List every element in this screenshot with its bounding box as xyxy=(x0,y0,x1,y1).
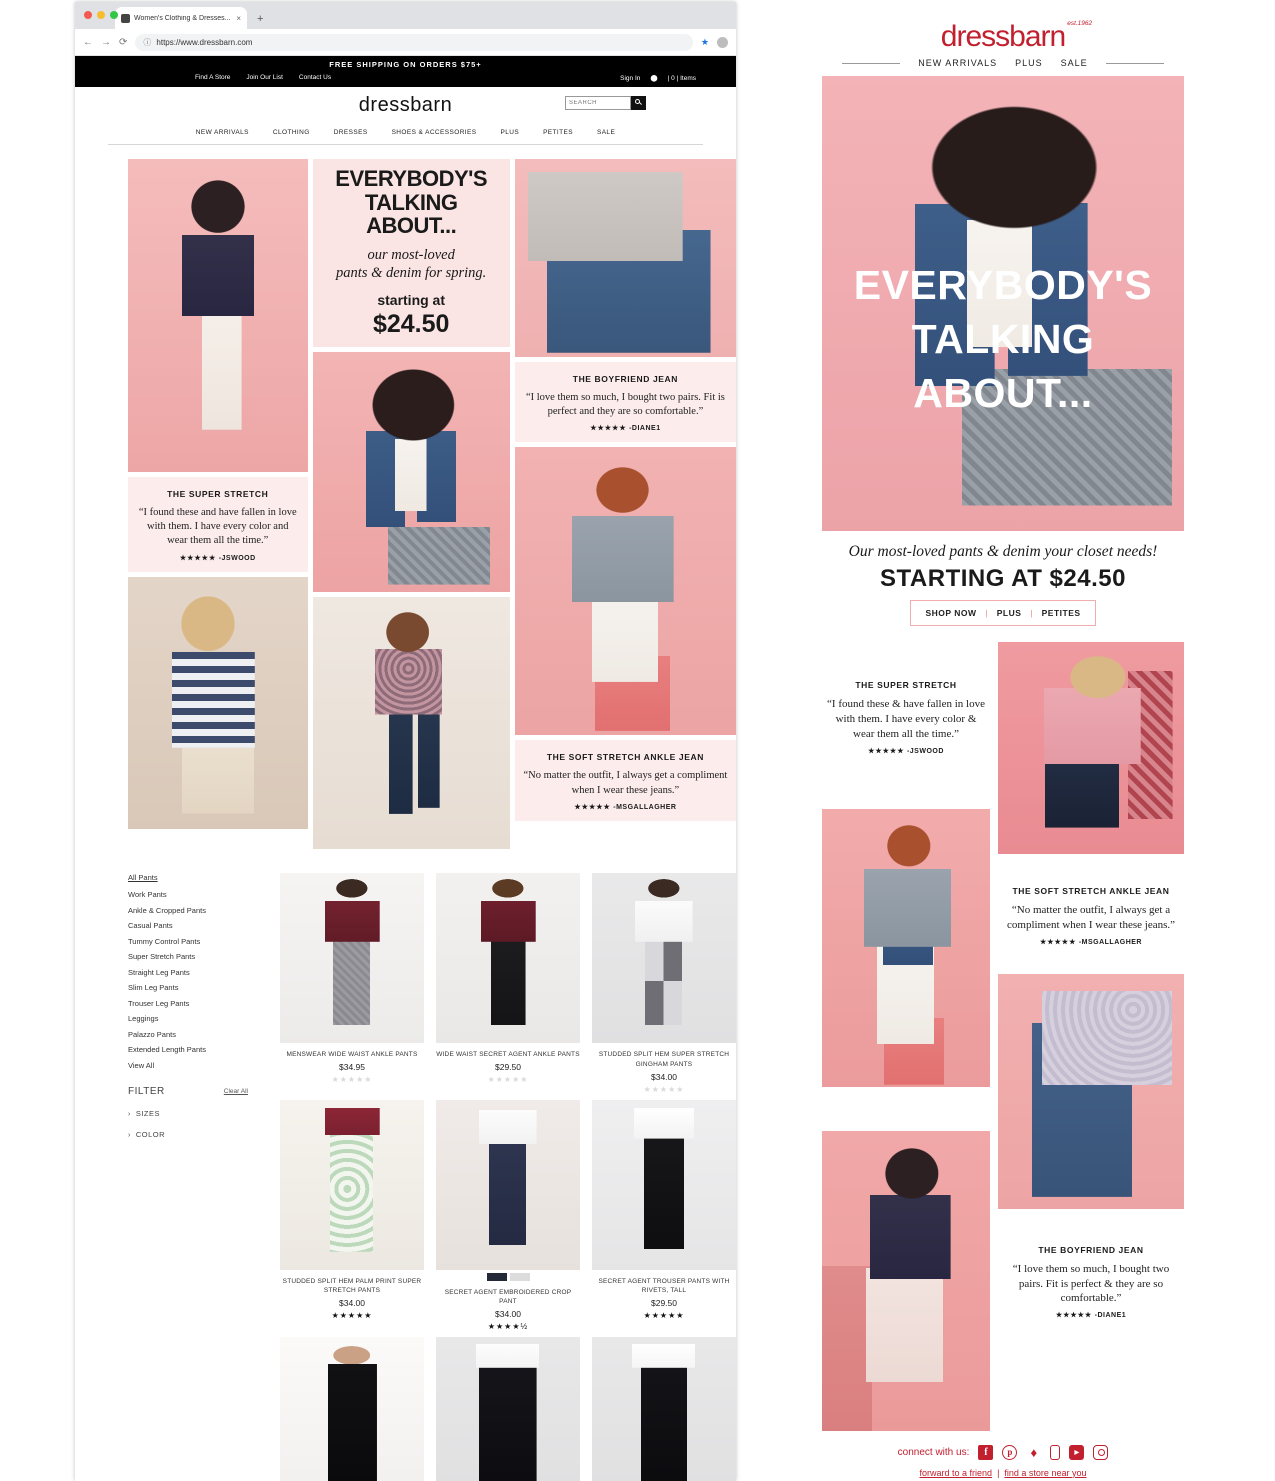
quote-author: -JSWOOD xyxy=(906,747,944,755)
quote-author: -JSWOOD xyxy=(218,554,256,562)
divider xyxy=(842,63,900,64)
quote-title: THE SOFT STRETCH ANKLE JEAN xyxy=(1012,886,1170,896)
quote-soft-stretch xyxy=(515,740,736,820)
product-grid xyxy=(280,873,736,1481)
product-price: $34.00 xyxy=(651,1071,677,1082)
quote-author: -MSGALLAGHER xyxy=(613,803,677,811)
sign-in-link[interactable]: Sign In xyxy=(620,74,641,82)
nav-sale[interactable]: SALE xyxy=(596,129,616,136)
sidebar-item-work-pants[interactable]: Work Pants xyxy=(128,890,167,899)
rating-stars: ★★★★★ xyxy=(590,425,627,433)
new-tab-button[interactable]: + xyxy=(257,13,264,25)
facebook-icon[interactable]: f xyxy=(978,1445,993,1460)
cta-separator: | xyxy=(985,608,988,618)
nav-sale[interactable]: SALE xyxy=(1060,58,1088,68)
quote-text: “No matter the outfit, I always get a compliment when I wear these jeans.” xyxy=(523,770,728,796)
nav-dresses[interactable]: DRESSES xyxy=(333,129,368,136)
email-hero-photo[interactable] xyxy=(822,76,1184,531)
product-price: $29.50 xyxy=(495,1061,521,1072)
hero-tagline-2: pants & denim for spring. xyxy=(336,265,487,282)
quote-boyfriend-jean xyxy=(515,362,736,442)
browser-urlbar xyxy=(75,29,736,56)
hero-headline-block xyxy=(313,159,510,347)
bag-icon[interactable]: ⬤ xyxy=(650,75,658,82)
hero-photo-striped-sweater-model[interactable] xyxy=(128,577,308,829)
product-price: $34.95 xyxy=(339,1061,365,1072)
youtube-icon[interactable]: ▶ xyxy=(1069,1445,1084,1460)
dressbarn-logo[interactable]: dressbarn xyxy=(940,20,1066,53)
hero-line-1: EVERYBODY'S xyxy=(853,262,1153,308)
hero-line-2: TALKING xyxy=(911,316,1095,363)
rating-stars: ★★★★★ xyxy=(643,1311,685,1320)
quote-author: -MSGALLAGHER xyxy=(1078,938,1142,946)
nav-plus[interactable]: PLUS xyxy=(500,129,520,136)
sidebar-item-leggings[interactable]: Leggings xyxy=(128,1014,159,1023)
email-photo-off-shoulder-model[interactable] xyxy=(822,1131,990,1431)
product-image[interactable] xyxy=(436,1337,580,1481)
email-starting-at: STARTING AT $24.50 xyxy=(880,565,1126,592)
quote-title: THE SOFT STRETCH ANKLE JEAN xyxy=(546,752,704,763)
rating-stars: ★★★★★ xyxy=(487,1074,529,1084)
quote-title: THE BOYFRIEND JEAN xyxy=(1038,1244,1144,1255)
tab-title: Women's Clothing & Dresses... xyxy=(134,14,231,22)
rating-stars: ★★★★★ xyxy=(331,1311,373,1320)
forward-to-a-friend-link[interactable]: forward to a friend xyxy=(919,1467,993,1478)
hero-collage xyxy=(128,159,736,849)
sidebar-item-ankle-cropped-pants[interactable]: Ankle & Cropped Pants xyxy=(128,905,206,915)
profile-avatar-icon[interactable] xyxy=(717,37,728,48)
pinterest-icon[interactable]: p xyxy=(1002,1445,1017,1460)
rating-stars: ★★★★★ xyxy=(574,803,611,811)
link-separator: | xyxy=(997,1467,1000,1478)
quote-title: THE SUPER STRETCH xyxy=(855,680,957,690)
hero-photo-floral-top-model[interactable] xyxy=(313,597,510,849)
swatch-gray[interactable] xyxy=(510,1273,530,1281)
product-card[interactable] xyxy=(280,873,424,1094)
hero-price: $24.50 xyxy=(372,310,450,339)
product-card[interactable] xyxy=(280,1337,424,1481)
quote-text: “I found these & have fallen in love with them. I have every color & wear them all the time.” xyxy=(827,698,985,740)
search-icon xyxy=(635,99,640,104)
sidebar-item-all-pants[interactable]: All Pants xyxy=(128,873,158,882)
facet-sizes[interactable]: › SIZES xyxy=(128,1108,161,1118)
rating-stars: ★★★★★ xyxy=(643,1084,685,1094)
product-image[interactable] xyxy=(592,1337,736,1481)
quote-author: -DIANE1 xyxy=(629,425,661,433)
quote-super-stretch xyxy=(822,670,990,765)
rating-stars: ★★★★½ xyxy=(487,1322,529,1331)
nav-new-arrivals[interactable]: NEW ARRIVALS xyxy=(195,129,249,136)
quote-soft-stretch xyxy=(998,876,1184,956)
product-card[interactable] xyxy=(592,873,736,1094)
search-button[interactable] xyxy=(631,96,646,110)
twitter-icon[interactable]: ♦ xyxy=(1030,1444,1038,1460)
sidebar-item-super-stretch-pants[interactable]: Super Stretch Pants xyxy=(128,952,196,961)
product-card[interactable] xyxy=(436,873,580,1094)
product-image[interactable] xyxy=(592,1100,736,1270)
quote-super-stretch xyxy=(128,477,308,572)
bookmark-star-icon[interactable]: ★ xyxy=(700,36,709,47)
close-tab-icon[interactable]: × xyxy=(236,13,241,23)
instagram-icon[interactable] xyxy=(1093,1445,1108,1460)
sidebar-item-slim-leg-pants[interactable]: Slim Leg Pants xyxy=(128,983,179,992)
logo-est-text: est.1962 xyxy=(1067,20,1093,27)
email-photo-stool-model[interactable] xyxy=(822,809,990,1087)
back-icon[interactable]: ← xyxy=(83,36,93,48)
product-name[interactable]: STUDDED SPLIT HEM PALM PRINT SUPER STRETCH PANTS xyxy=(282,1277,422,1295)
promo-banner xyxy=(75,56,736,87)
forward-icon[interactable]: → xyxy=(101,36,111,48)
quote-text: “No matter the outfit, I always get a compliment when I wear these jeans.” xyxy=(1007,904,1175,931)
product-card[interactable] xyxy=(436,1100,580,1332)
product-listing xyxy=(128,873,736,1481)
category-sidebar xyxy=(128,873,280,1481)
product-image[interactable] xyxy=(436,873,580,1043)
chevron-right-icon: › xyxy=(128,1131,131,1139)
product-image[interactable] xyxy=(280,1100,424,1270)
product-name[interactable]: WIDE WAIST SECRET AGENT ANKLE PANTS xyxy=(436,1051,580,1058)
minimize-window-icon[interactable] xyxy=(97,11,105,19)
rating-stars: ★★★★★ xyxy=(179,554,217,562)
hero-headline-1: EVERYBODY'S xyxy=(335,165,488,191)
divider xyxy=(1106,63,1164,64)
page-url: https://www.dressbarn.com xyxy=(156,37,253,47)
hero-photo-stool-model[interactable] xyxy=(515,447,736,735)
cart-items-count[interactable]: | 0 | Items xyxy=(667,74,696,82)
swatch-navy[interactable] xyxy=(487,1273,507,1281)
hero-headline-2: TALKING ABOUT... xyxy=(364,189,458,239)
filter-label: FILTER xyxy=(128,1085,165,1097)
browser-tabstrip xyxy=(75,2,736,29)
free-shipping-text: FREE SHIPPING ON ORDERS $75+ xyxy=(329,60,482,69)
rating-stars: ★★★★★ xyxy=(331,1074,373,1084)
nav-plus[interactable]: PLUS xyxy=(1015,58,1043,68)
rating-stars: ★★★★★ xyxy=(868,747,905,755)
product-name[interactable]: STUDDED SPLIT HEM SUPER STRETCH GINGHAM PANTS xyxy=(598,1051,730,1068)
cta-separator: | xyxy=(1030,608,1033,618)
color-swatches[interactable] xyxy=(436,1273,580,1281)
quote-text: “I love them so much, I bought two pairs. Fit is perfect & they are so comfortable.” xyxy=(1012,1262,1170,1305)
hero-photo-denim-jacket-model[interactable] xyxy=(313,352,510,592)
email-footer xyxy=(822,1445,1184,1478)
tab-favicon-icon xyxy=(121,14,130,23)
email-photo-pink-top-model[interactable] xyxy=(998,642,1184,854)
clear-all-link[interactable]: Clear All xyxy=(223,1087,248,1095)
product-image[interactable] xyxy=(280,1337,424,1481)
nav-petites[interactable]: PETITES xyxy=(543,129,573,136)
shop-now-button[interactable] xyxy=(910,600,1095,626)
zoom-window-icon[interactable] xyxy=(110,11,118,19)
hero-photo-boyfriend-jean[interactable] xyxy=(515,159,736,357)
dressbarn-logo[interactable]: dressbarn xyxy=(358,93,453,116)
nav-shoes-accessories[interactable]: SHOES & ACCESSORIES xyxy=(391,129,477,136)
product-price: $34.00 xyxy=(339,1298,365,1308)
browser-window xyxy=(75,2,736,1481)
sidebar-item-trouser-leg-pants[interactable]: Trouser Leg Pants xyxy=(128,998,190,1008)
product-card[interactable] xyxy=(436,1337,580,1481)
sidebar-item-tummy-control-pants[interactable]: Tummy Control Pants xyxy=(128,936,201,946)
hero-photo-black-top-model[interactable] xyxy=(128,159,308,472)
quote-author: -DIANE1 xyxy=(1094,1312,1127,1320)
hero-tagline-1: our most-loved xyxy=(367,247,455,263)
nav-clothing[interactable]: CLOTHING xyxy=(272,129,310,136)
search-input[interactable] xyxy=(565,96,631,110)
cta-shop-now[interactable]: SHOP NOW xyxy=(925,608,977,618)
hero-line-3: ABOUT... xyxy=(913,370,1093,417)
product-image[interactable] xyxy=(592,873,736,1043)
mobile-icon[interactable] xyxy=(1050,1445,1060,1460)
product-name[interactable]: SECRET AGENT TROUSER PANTS WITH RIVETS, TALL xyxy=(598,1277,730,1295)
product-card[interactable] xyxy=(592,1337,736,1481)
main-nav xyxy=(108,123,703,145)
product-image[interactable] xyxy=(436,1100,580,1270)
cta-petites[interactable]: PETITES xyxy=(1041,608,1081,618)
rating-stars: ★★★★★ xyxy=(1039,938,1077,946)
email-tagline: Our most-loved pants & denim your closet needs! xyxy=(848,543,1158,560)
product-card[interactable] xyxy=(280,1100,424,1332)
reload-icon[interactable]: ⟳ xyxy=(119,36,128,48)
sidebar-item-extended-length-pants[interactable]: Extended Length Pants xyxy=(128,1045,206,1054)
search-box xyxy=(565,96,646,110)
window-controls[interactable] xyxy=(84,11,118,19)
quote-text: “I found these and have fallen in love with them. I have every color and wear them all the time.” xyxy=(138,507,297,547)
find-a-store-link[interactable]: Find A Store xyxy=(195,74,231,81)
product-name[interactable]: SECRET AGENT EMBROIDERED CROP PANT xyxy=(444,1288,572,1306)
rating-stars: ★★★★★ xyxy=(1055,1312,1093,1320)
cta-plus[interactable]: PLUS xyxy=(996,608,1022,618)
email-nav xyxy=(822,58,1184,68)
close-window-icon[interactable] xyxy=(84,11,92,19)
chevron-right-icon: › xyxy=(128,1110,131,1118)
connect-with-us-label: connect with us: xyxy=(897,1446,970,1458)
product-price: $34.00 xyxy=(495,1309,521,1319)
quote-boyfriend-jean xyxy=(998,1235,1184,1330)
product-card[interactable] xyxy=(592,1100,736,1332)
product-price: $29.50 xyxy=(651,1298,677,1308)
quote-title: THE SUPER STRETCH xyxy=(167,489,269,499)
browser-tab[interactable] xyxy=(115,7,247,29)
email-photo-embroidered-jeans[interactable] xyxy=(998,974,1184,1209)
facet-color[interactable]: › COLOR xyxy=(128,1129,166,1139)
email-hero-headline xyxy=(822,258,1184,420)
sidebar-item-casual-pants[interactable]: Casual Pants xyxy=(128,921,173,930)
quote-title: THE BOYFRIEND JEAN xyxy=(572,374,679,384)
find-a-store-link[interactable]: find a store near you xyxy=(1004,1467,1087,1478)
address-bar[interactable] xyxy=(135,34,693,51)
hero-starting-at: starting at xyxy=(377,292,446,309)
product-image[interactable] xyxy=(280,873,424,1043)
product-name[interactable]: MENSWEAR WIDE WAIST ANKLE PANTS xyxy=(286,1051,418,1058)
contact-us-link[interactable]: Contact Us xyxy=(298,74,332,81)
email-panel xyxy=(822,0,1184,1478)
sidebar-item-palazzo-pants[interactable]: Palazzo Pants xyxy=(128,1029,176,1039)
sidebar-item-straight-leg-pants[interactable]: Straight Leg Pants xyxy=(128,967,190,977)
quote-text: “I love them so much, I bought two pairs. Fit is perfect and they are so comfortable.” xyxy=(525,392,725,418)
site-header xyxy=(75,87,736,123)
join-our-list-link[interactable]: Join Our List xyxy=(246,74,283,81)
sidebar-item-view-all[interactable]: View All xyxy=(128,1060,155,1070)
nav-new-arrivals[interactable]: NEW ARRIVALS xyxy=(918,58,998,68)
site-info-icon[interactable]: ⓘ xyxy=(143,37,152,47)
